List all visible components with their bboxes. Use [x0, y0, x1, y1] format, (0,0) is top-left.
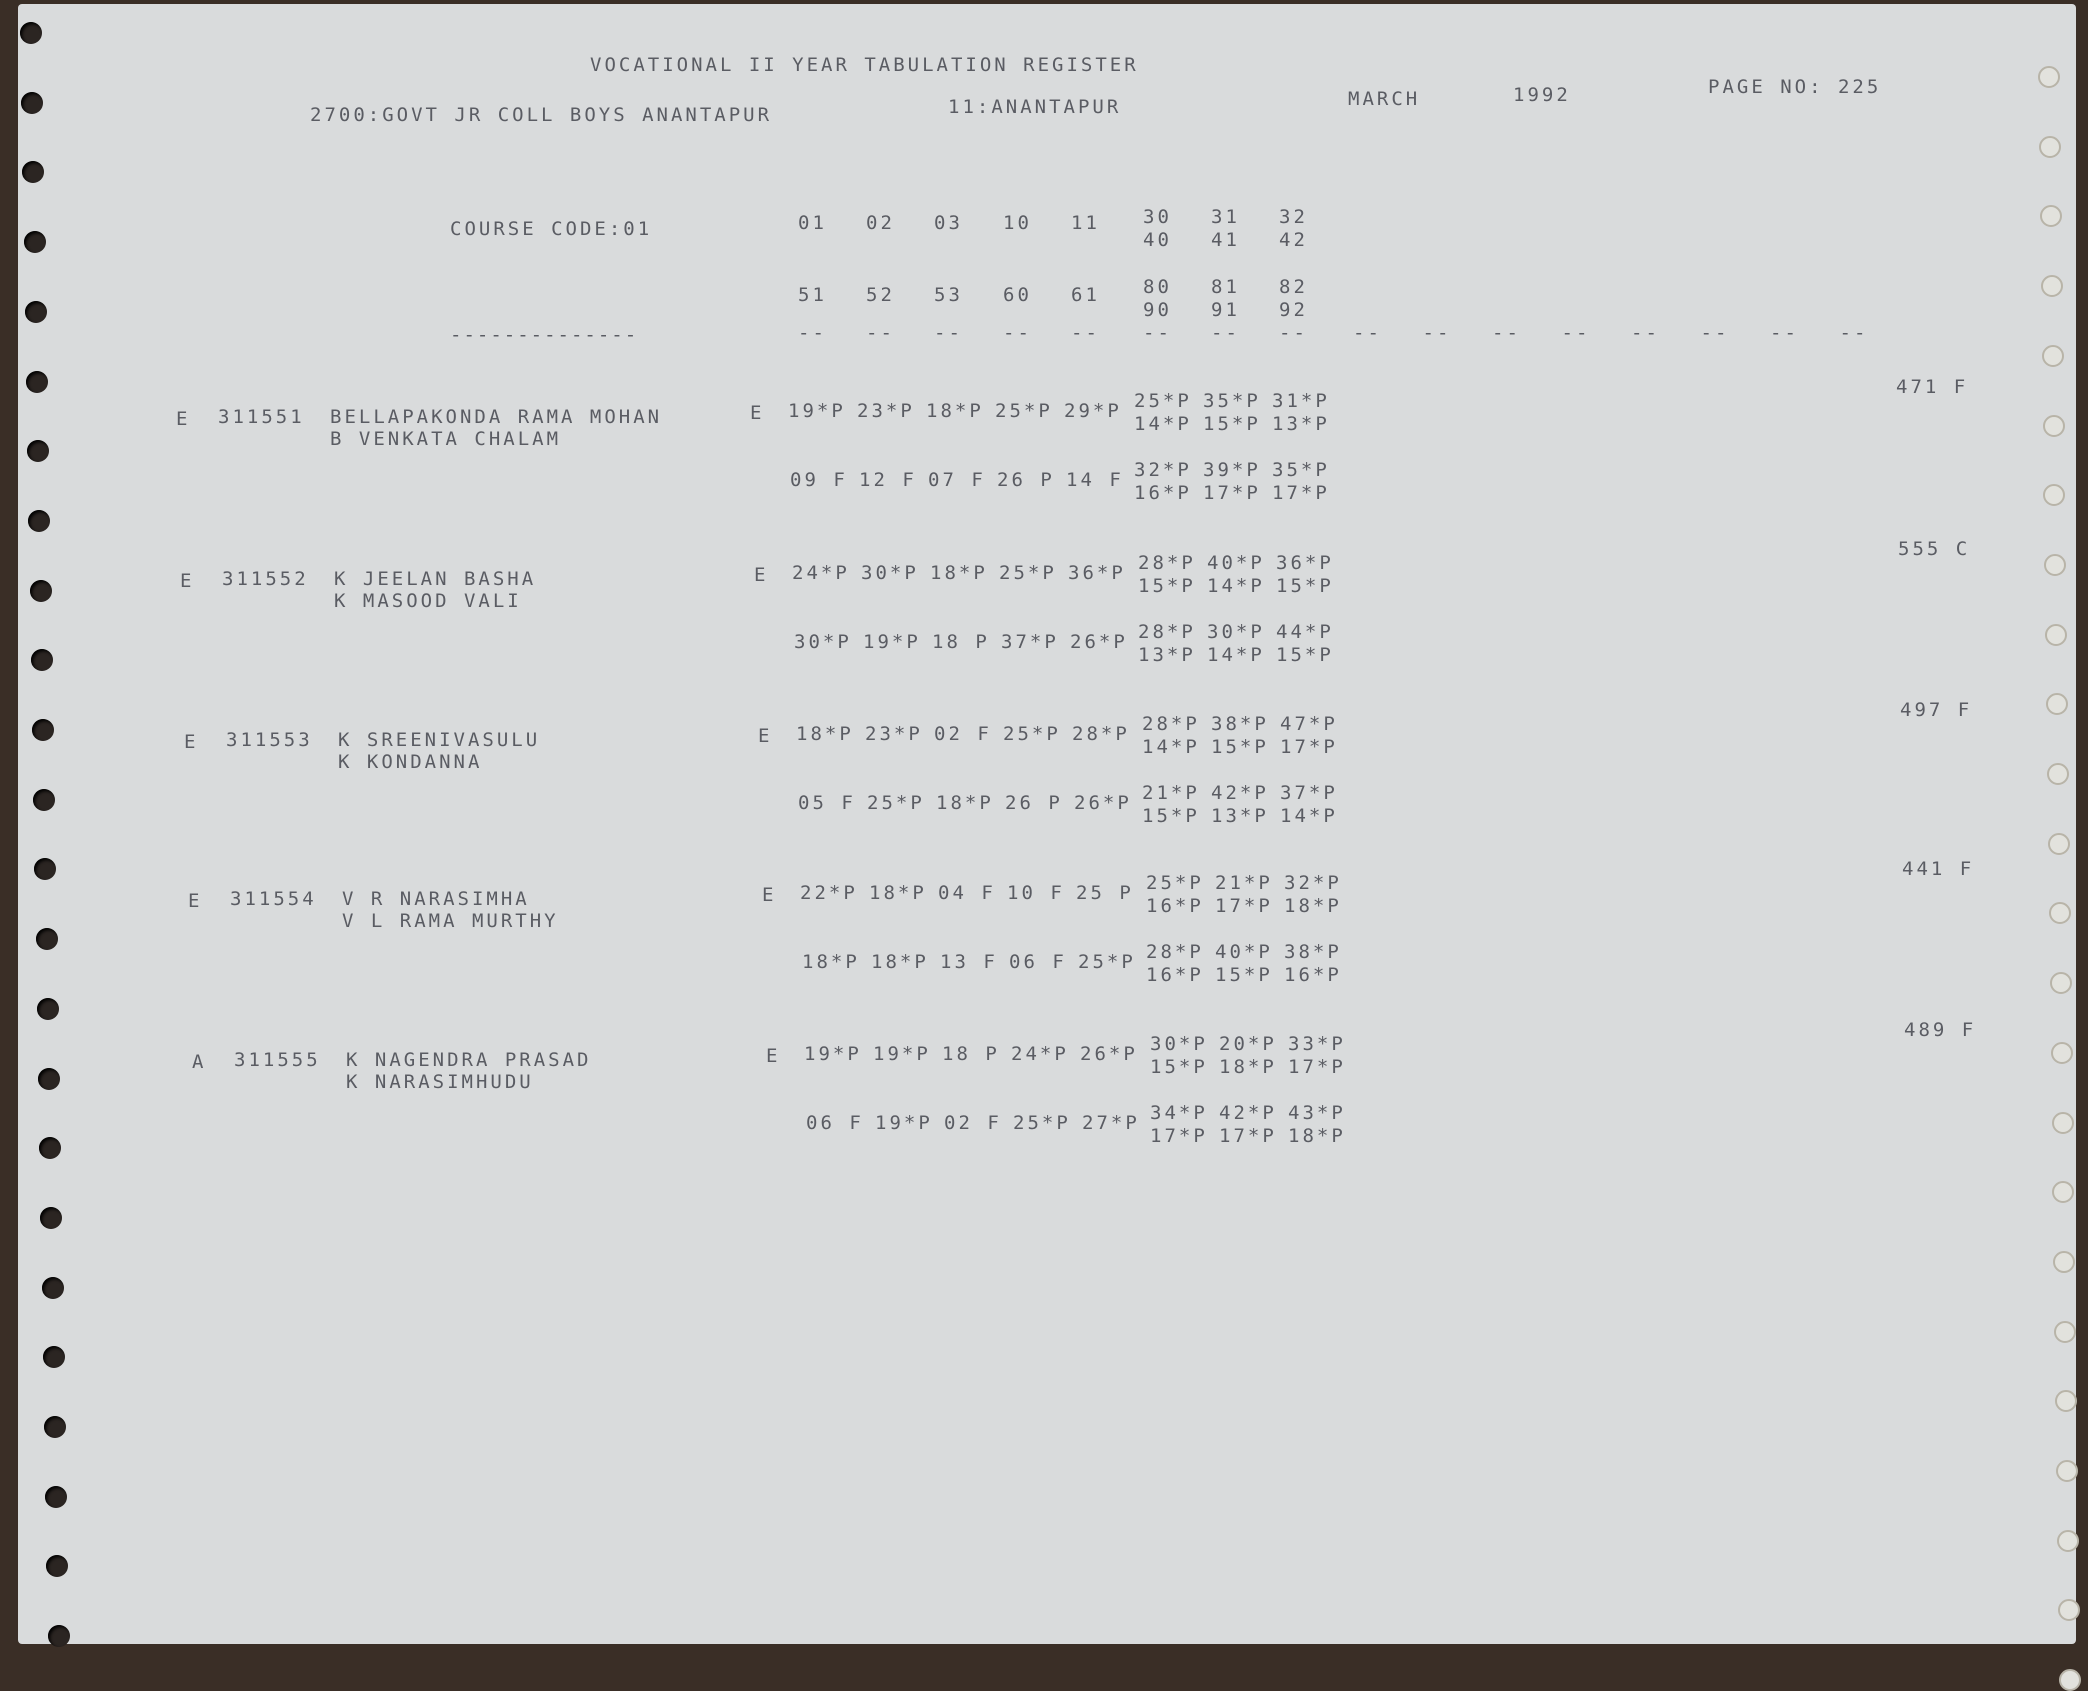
subject-code: 32	[1279, 206, 1308, 228]
subject-mark: 19*P	[875, 1112, 933, 1134]
feed-hole	[33, 789, 55, 811]
subject-mark: 43*P	[1288, 1102, 1346, 1124]
subject-mark: 26 P	[1005, 792, 1063, 814]
subject-mark: 30*P	[1207, 621, 1265, 643]
subject-mark: 18 P	[932, 631, 990, 653]
subject-mark: 14*P	[1207, 644, 1265, 666]
subject-mark: 30*P	[861, 562, 919, 584]
student-name: V R NARASIMHA	[342, 888, 530, 910]
subject-mark: 25*P	[995, 400, 1053, 422]
medium-code: E	[750, 402, 765, 424]
subject-mark: 05 F	[798, 792, 856, 814]
subject-mark: 15*P	[1203, 413, 1261, 435]
subject-code: 81	[1211, 276, 1240, 298]
subject-mark: 18*P	[871, 951, 929, 973]
subject-mark: 15*P	[1215, 964, 1273, 986]
roll-number: 311552	[222, 568, 309, 590]
subject-mark: 16*P	[1134, 482, 1192, 504]
column-separator: --	[934, 322, 963, 344]
feed-hole	[2051, 1042, 2073, 1064]
subject-mark: 34*P	[1150, 1102, 1208, 1124]
subject-mark: 28*P	[1138, 552, 1196, 574]
subject-code: 91	[1211, 299, 1240, 321]
subject-mark: 14*P	[1280, 805, 1338, 827]
page-number: PAGE NO: 225	[1708, 76, 1882, 98]
column-separator: --	[1700, 322, 1730, 344]
subject-mark: 18*P	[1284, 895, 1342, 917]
feed-hole	[2038, 66, 2060, 88]
subject-code: 30	[1143, 206, 1172, 228]
subject-mark: 17*P	[1219, 1125, 1277, 1147]
subject-code: 61	[1071, 284, 1100, 306]
subject-mark: 35*P	[1272, 459, 1330, 481]
subject-mark: 15*P	[1276, 644, 1334, 666]
exam-year: 1992	[1513, 84, 1571, 106]
subject-mark: 18*P	[930, 562, 988, 584]
subject-mark: 23*P	[865, 723, 923, 745]
subject-mark: 25*P	[1134, 390, 1192, 412]
roll-number: 311555	[234, 1049, 321, 1071]
subject-mark: 47*P	[1280, 713, 1338, 735]
subject-code: 02	[866, 212, 895, 234]
subject-mark: 06 F	[1009, 951, 1067, 973]
column-separator: --	[1003, 322, 1032, 344]
subject-mark: 13*P	[1211, 805, 1269, 827]
subject-mark: 26*P	[1080, 1043, 1138, 1065]
subject-mark: 17*P	[1288, 1056, 1346, 1078]
feed-hole	[2042, 345, 2064, 367]
feed-hole	[20, 22, 42, 44]
subject-mark: 19*P	[788, 400, 846, 422]
feed-hole	[2056, 1460, 2078, 1482]
subject-mark: 25*P	[1078, 951, 1136, 973]
student-name: BELLAPAKONDA RAMA MOHAN	[330, 406, 663, 428]
column-separator: --	[1422, 322, 1452, 344]
subject-mark: 15*P	[1150, 1056, 1208, 1078]
subject-mark: 44*P	[1276, 621, 1334, 643]
feed-hole	[38, 1068, 60, 1090]
subject-mark: 20*P	[1219, 1033, 1277, 1055]
feed-hole	[30, 580, 52, 602]
total-result: 497 F	[1900, 699, 1973, 721]
column-separator: --	[1561, 322, 1591, 344]
column-separator: --	[1631, 322, 1660, 344]
subject-mark: 24*P	[1011, 1043, 1069, 1065]
register-title: VOCATIONAL II YEAR TABULATION REGISTER	[590, 54, 1139, 76]
total-result: 489 F	[1904, 1019, 1977, 1041]
subject-mark: 16*P	[1146, 964, 1204, 986]
subject-mark: 07 F	[928, 469, 986, 491]
category-code: E	[180, 570, 195, 592]
feed-hole	[2054, 1321, 2076, 1343]
student-name: K JEELAN BASHA	[334, 568, 537, 590]
subject-code: 31	[1211, 206, 1240, 228]
subject-mark: 13*P	[1138, 644, 1196, 666]
feed-hole	[37, 998, 59, 1020]
feed-hole	[43, 1346, 65, 1368]
roll-number: 311551	[218, 406, 305, 428]
subject-code: 80	[1143, 276, 1172, 298]
feed-hole	[2058, 1599, 2080, 1621]
subject-mark: 21*P	[1215, 872, 1273, 894]
column-separator: --	[1143, 322, 1172, 344]
subject-mark: 19*P	[863, 631, 921, 653]
subject-mark: 17*P	[1272, 482, 1330, 504]
medium-code: E	[754, 564, 769, 586]
subject-mark: 25*P	[1146, 872, 1204, 894]
feed-hole	[2043, 415, 2065, 437]
subject-mark: 18*P	[869, 882, 927, 904]
subject-mark: 39*P	[1203, 459, 1261, 481]
subject-mark: 37*P	[1280, 782, 1338, 804]
subject-mark: 24*P	[792, 562, 850, 584]
subject-mark: 38*P	[1211, 713, 1269, 735]
subject-code: 41	[1211, 229, 1240, 251]
subject-mark: 04 F	[938, 882, 996, 904]
subject-code: 60	[1003, 284, 1032, 306]
subject-mark: 14*P	[1134, 413, 1192, 435]
subject-mark: 18 P	[942, 1043, 1000, 1065]
subject-mark: 02 F	[934, 723, 992, 745]
subject-mark: 19*P	[804, 1043, 862, 1065]
student-name: K SREENIVASULU	[338, 729, 541, 751]
subject-mark: 21*P	[1142, 782, 1200, 804]
feed-hole	[2039, 136, 2061, 158]
subject-mark: 23*P	[857, 400, 915, 422]
subject-mark: 18*P	[802, 951, 860, 973]
subject-mark: 17*P	[1215, 895, 1273, 917]
medium-code: E	[762, 884, 777, 906]
subject-mark: 26*P	[1070, 631, 1128, 653]
student-name: K NAGENDRA PRASAD	[346, 1049, 592, 1071]
medium-code: E	[758, 725, 773, 747]
feed-hole	[26, 371, 48, 393]
subject-mark: 19*P	[873, 1043, 931, 1065]
subject-mark: 15*P	[1276, 575, 1334, 597]
feed-hole	[44, 1416, 66, 1438]
subject-mark: 16*P	[1284, 964, 1342, 986]
subject-mark: 25*P	[999, 562, 1057, 584]
subject-mark: 38*P	[1284, 941, 1342, 963]
subject-code: 90	[1143, 299, 1172, 321]
course-code: COURSE CODE:01	[450, 218, 653, 240]
feed-hole	[21, 92, 43, 114]
subject-mark: 10 F	[1007, 882, 1065, 904]
father-name: K KONDANNA	[338, 751, 483, 773]
subject-mark: 14 F	[1066, 469, 1124, 491]
column-separator: --	[1353, 322, 1382, 344]
feed-hole	[24, 231, 46, 253]
subject-mark: 26*P	[1074, 792, 1132, 814]
subject-code: 03	[934, 212, 963, 234]
subject-mark: 17*P	[1203, 482, 1261, 504]
subject-mark: 02 F	[944, 1112, 1002, 1134]
category-code: E	[188, 890, 203, 912]
subject-mark: 29*P	[1064, 400, 1122, 422]
subject-mark: 18*P	[1219, 1056, 1277, 1078]
father-name: K MASOOD VALI	[334, 590, 522, 612]
subject-mark: 25*P	[1013, 1112, 1071, 1134]
total-result: 471 F	[1896, 376, 1969, 398]
feed-hole	[48, 1625, 70, 1647]
subject-mark: 28*P	[1072, 723, 1130, 745]
category-code: A	[192, 1051, 207, 1073]
category-code: E	[184, 731, 199, 753]
subject-mark: 33*P	[1288, 1033, 1346, 1055]
subject-mark: 17*P	[1280, 736, 1338, 758]
column-separator: --	[798, 322, 827, 344]
column-separator: --	[866, 322, 895, 344]
subject-mark: 13*P	[1272, 413, 1330, 435]
category-code: E	[176, 408, 191, 430]
column-separator: --	[1770, 322, 1799, 344]
subject-mark: 17*P	[1150, 1125, 1208, 1147]
subject-mark: 30*P	[1150, 1033, 1208, 1055]
college-name: 2700:GOVT JR COLL BOYS ANANTAPUR	[310, 104, 773, 126]
subject-mark: 28*P	[1146, 941, 1204, 963]
feed-hole	[2045, 624, 2067, 646]
feed-hole	[2059, 1669, 2081, 1691]
feed-hole	[45, 1486, 67, 1508]
subject-mark: 26 P	[997, 469, 1055, 491]
column-separator: --	[1492, 322, 1521, 344]
subject-mark: 42*P	[1211, 782, 1269, 804]
subject-mark: 40*P	[1215, 941, 1273, 963]
subject-mark: 09 F	[790, 469, 848, 491]
feed-hole	[2041, 275, 2063, 297]
subject-mark: 31*P	[1272, 390, 1330, 412]
feed-hole	[42, 1277, 64, 1299]
subject-mark: 18*P	[936, 792, 994, 814]
subject-mark: 06 F	[806, 1112, 864, 1134]
medium-code: E	[766, 1045, 781, 1067]
subject-mark: 12 F	[859, 469, 917, 491]
subject-mark: 28*P	[1138, 621, 1196, 643]
roll-number: 311553	[226, 729, 313, 751]
feed-hole	[31, 649, 53, 671]
subject-code: 40	[1143, 229, 1172, 251]
subject-mark: 40*P	[1207, 552, 1265, 574]
feed-hole	[25, 301, 47, 323]
subject-mark: 15*P	[1142, 805, 1200, 827]
district-name: 11:ANANTAPUR	[948, 96, 1122, 118]
subject-mark: 32*P	[1284, 872, 1342, 894]
subject-code: 01	[798, 212, 827, 234]
subject-mark: 18*P	[926, 400, 984, 422]
column-separator: --	[1279, 322, 1308, 344]
father-name: B VENKATA CHALAM	[330, 428, 562, 450]
subject-mark: 25*P	[1003, 723, 1061, 745]
tabulation-sheet	[18, 4, 2076, 1644]
feed-hole	[2047, 763, 2069, 785]
feed-hole	[32, 719, 54, 741]
column-separator: --	[1071, 322, 1100, 344]
column-separator: --	[1839, 322, 1869, 344]
feed-hole	[36, 928, 58, 950]
subject-mark: 15*P	[1138, 575, 1196, 597]
feed-hole	[2050, 972, 2072, 994]
subject-mark: 25*P	[867, 792, 925, 814]
father-name: V L RAMA MURTHY	[342, 910, 559, 932]
subject-code: 10	[1003, 212, 1032, 234]
exam-month: MARCH	[1348, 88, 1421, 110]
subject-mark: 15*P	[1211, 736, 1269, 758]
subject-code: 92	[1279, 299, 1308, 321]
subject-mark: 28*P	[1142, 713, 1200, 735]
feed-hole	[2052, 1112, 2074, 1134]
feed-hole	[2048, 833, 2070, 855]
subject-mark: 36*P	[1068, 562, 1126, 584]
subject-code: 53	[934, 284, 963, 306]
subject-mark: 14*P	[1207, 575, 1265, 597]
subject-mark: 27*P	[1082, 1112, 1140, 1134]
subject-mark: 14*P	[1142, 736, 1200, 758]
subject-mark: 16*P	[1146, 895, 1204, 917]
column-separator: --	[1211, 322, 1240, 344]
subject-mark: 35*P	[1203, 390, 1261, 412]
subject-mark: 13 F	[940, 951, 998, 973]
father-name: K NARASIMHUDU	[346, 1071, 534, 1093]
subject-mark: 37*P	[1001, 631, 1059, 653]
total-result: 441 F	[1902, 858, 1975, 880]
subject-code: 51	[798, 284, 827, 306]
total-result: 555 C	[1898, 538, 1971, 560]
subject-mark: 42*P	[1219, 1102, 1277, 1124]
subject-code: 42	[1279, 229, 1308, 251]
subject-mark: 25 P	[1076, 882, 1134, 904]
subject-code: 11	[1071, 212, 1100, 234]
subject-code: 52	[866, 284, 895, 306]
subject-code: 82	[1279, 276, 1308, 298]
feed-hole	[2057, 1530, 2079, 1552]
subject-mark: 30*P	[794, 631, 852, 653]
subject-mark: 32*P	[1134, 459, 1192, 481]
subject-mark: 36*P	[1276, 552, 1334, 574]
subject-mark: 18*P	[1288, 1125, 1346, 1147]
course-code-underline: --------------	[450, 324, 639, 346]
roll-number: 311554	[230, 888, 317, 910]
subject-mark: 22*P	[800, 882, 858, 904]
subject-mark: 18*P	[796, 723, 854, 745]
